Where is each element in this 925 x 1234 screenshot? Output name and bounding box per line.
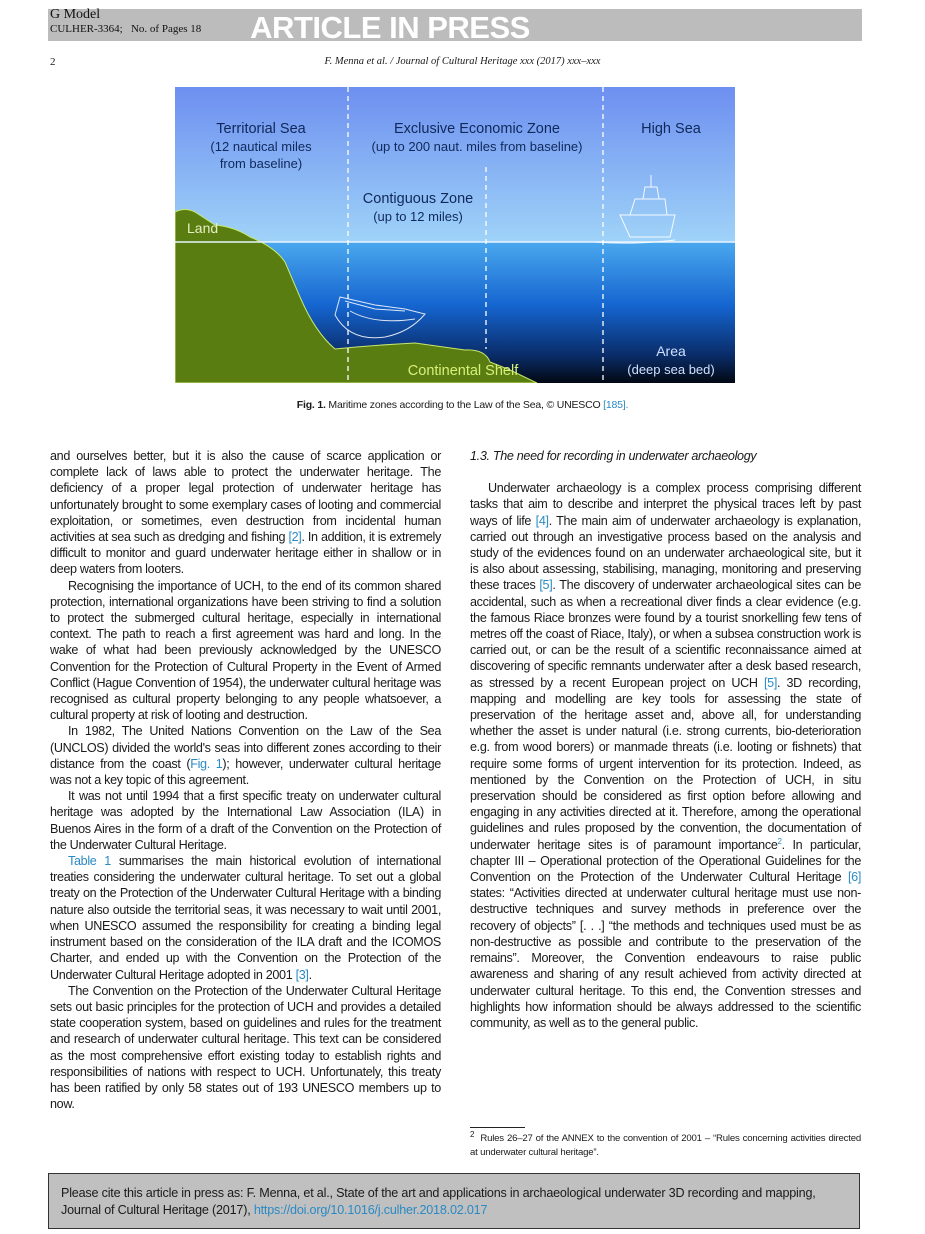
paragraph-text: . In particular, chapter III – Operational protection of the Operational Guidelines for the Convention on the Protection of the Underwater Cultural Heritage <box>470 837 861 885</box>
paragraph <box>50 983 441 1113</box>
reference-link[interactable]: [5] <box>764 675 778 690</box>
paragraph <box>50 448 441 578</box>
paragraph <box>50 578 441 724</box>
doi-link[interactable]: https://doi.org/10.1016/j.culher.2018.02.017 <box>253 1203 488 1217</box>
g-model-label: G Model <box>50 7 101 22</box>
running-title: F. Menna et al. / Journal of Cultural Heritage xxx (2017) xxx–xxx <box>324 56 601 67</box>
reference-link[interactable]: Table 1 <box>68 854 111 869</box>
paragraph <box>50 853 441 983</box>
paragraph <box>50 788 441 853</box>
article-id: CULHER-3364; No. of Pages 18 <box>50 23 202 35</box>
paragraph-text: and ourselves better, but it is also the cause of scarce application or complete lack of laws able to protect the underwater heritage. The deficiency of a proper legal protection of underwater heritage has unfortunately brought to some exemplary cases of looting and commercial exploitation, or sometimes, even destruction from incidental human activities at sea such as dredging and fishing <box>50 449 441 545</box>
label-continental-shelf: Continental Shelf <box>407 363 519 379</box>
reference-link[interactable]: [6] <box>847 870 861 885</box>
page-number: 2 <box>50 56 56 68</box>
caption-text: Maritime zones according to the Law of the Sea, © UNESCO <box>325 399 604 411</box>
paragraph-text: Underwater archaeology is a complex process comprising different tasks that aim to describe and interpret the physical traces left by past ways of life <box>470 481 861 528</box>
paragraph-text: In 1982, The United Nations Convention on the Law of the Sea (UNCLOS) divided the world's seas into different zones according to their distance from the coast ( <box>50 724 441 771</box>
label-high-sea: High Sea <box>641 121 701 137</box>
reference-link[interactable]: [185]. <box>603 399 629 411</box>
label-eez: Exclusive Economic Zone <box>393 121 561 137</box>
paragraph-text: The Convention on the Protection of the Underwater Cultural Heritage sets out basic principles for the protection of UCH and provides a detailed state cooperation system, based on guidelines and rules for the treatment and research of underwater cultural heritage. This text can be considered as the most comprehensive effort existing today to establish rights and responsibilities of nations with respect to UCH. Unfortunately, this treaty has been ratified by only 58 states out of 193 UNESCO members up to now. <box>50 983 441 1112</box>
footnote <box>470 1129 861 1160</box>
paragraph-text: states: “Activities directed at underwater cultural heritage must use non-destructive techniques and survey methods in preference over the recovery of objects” [. . .] “the methods and techniques used must be as non-destructive as possible and contribute to the preservation of the remains”. Moreover, the Convention endeavours to raise public awareness and sharing of any result achieved from activity directed at underwater cultural heritage. To this end, the Convention stresses and highlights how information should be always addressed to the scientific community, as well as to the general public. <box>470 886 861 1030</box>
reference-link[interactable]: [4] <box>535 513 549 528</box>
right-column <box>470 448 861 1031</box>
paragraph-text: It was not until 1994 that a first specific treaty on underwater cultural heritage was adopted by the International Law Association (ILA) in Buenos Aires in the form of a draft of the Convention on the Protection of the Underwater Cultural Heritage. <box>50 789 441 852</box>
header-meta <box>50 8 201 36</box>
label-territorial-sea: Territorial Sea <box>216 121 306 137</box>
maritime-zones-illustration <box>175 87 735 383</box>
label-eez-detail: (up to 200 naut. miles from baseline) <box>371 139 583 154</box>
reference-link[interactable]: [5] <box>539 578 553 593</box>
paragraph-text: Recognising the importance of UCH, to the end of its common shared protection, international organizations have been striving to find a solution to protect the submerged cultural heritage, especially in international context. The path to reach a first agreement was hard and long. In the wake of what had been previously acknowledged by the UNESCO Convention for the Protection of Cultural Property in the Event of Armed Conflict (Hague Convention of 1954), the underwater cultural heritage was recognised as cultural property belonging to any people whatsoever, a cultural property at risk of looting and destruction. <box>50 578 441 723</box>
citation-box <box>48 1173 860 1229</box>
label-territorial-sea-detail: from baseline) <box>219 156 303 171</box>
figure-caption <box>0 399 925 411</box>
footnote-number: 2 <box>470 1129 475 1139</box>
paragraph-text: . In addition, it is extremely difficult to monitor and guard underwater heritage either in shallow or in deep waters from looters. <box>50 530 441 577</box>
label-area-detail: (deep sea bed) <box>627 362 715 377</box>
paragraph <box>50 723 441 788</box>
reference-link[interactable]: [2] <box>288 530 302 545</box>
footnote-marker: 2 <box>777 836 782 846</box>
figure-maritime-zones <box>175 87 735 383</box>
paragraph <box>470 480 861 1031</box>
paragraph-text: ); however, underwater cultural heritage was not a key topic of this agreement. <box>50 756 441 788</box>
paragraph-text: . The discovery of underwater archaeological sites can be accidental, such as when a recreational diver finds a clear evidence (e.g. the famous Riace bronzes were found by a tourist snorkelling few tens of metres off the coast of Riace, Italy), or when a subsea construction work is carried out, or can be the result of a scientific reconnaissance aimed at discovering of specific remnants underwater after a desk based research, as stressed by a recent European project on UCH <box>470 578 861 690</box>
label-land: Land <box>187 220 219 236</box>
paragraph-text: . <box>308 967 312 982</box>
reference-link[interactable]: [3] <box>295 967 309 982</box>
paragraph-text: summarises the main historical evolution of international treaties considering the underwater cultural heritage. To set out a global treaty on the Protection of the Underwater Cultural Heritage with a binding nature also outside the territorial seas, it was necessary to wait until 2001, when UNESCO assumed the responsibility for creating a binding legal instrument based on the consideration of the ILA draft and the ICOMOS Charter, and ended up with the Convention on the Protection of the Underwater Cultural Heritage adopted in 2001 <box>50 854 441 982</box>
label-territorial-sea-detail: (12 nautical miles <box>210 139 312 154</box>
section-heading: 1.3. The need for recording in underwater archaeology <box>470 449 757 463</box>
left-column <box>50 448 441 1112</box>
label-area: Area <box>656 343 686 359</box>
label-contiguous-zone-detail: (up to 12 miles) <box>373 209 463 224</box>
label-contiguous-zone: Contiguous Zone <box>362 191 474 207</box>
citation-text: Please cite this article in press as: F. Menna, et al., State of the art and applications in archaeological underwater 3D recording and mapping, Journal of Cultural Heritage (2017), <box>61 1186 816 1217</box>
caption-label: Fig. 1. <box>296 399 326 411</box>
paragraph-text: . 3D recording, mapping and modelling are key tools for assessing the state of preservation of the heritage asset and, above all, for understanding whether the asset is under natural (i.e. strong currents, bio-deterioration e.g. from wood borers) or manmade threats (i.e. looting or fishnets) that require some forms of urgent intervention for its protection. Indeed, as mentioned by the Convention on the Protection of UCH, in situ preservation should be considered as first option before allowing and engaging in any activities directed at it. Therefore, among the operational guidelines and rules proposed by the convention, the documentation of underwater heritage sites is of paramount importance <box>470 675 861 852</box>
banner-text: ARTICLE IN PRESS <box>250 10 530 45</box>
footnote-divider <box>470 1127 525 1128</box>
reference-link[interactable]: Fig. 1 <box>190 756 223 771</box>
paragraph-text: . The main aim of underwater archaeology is explanation, carried out through an investigative process based on the analysis and study of the evidences found on an underwater archaeological site, but it is also about assessing, stabilising, managing, monitoring and preserving these traces <box>470 513 861 593</box>
footnote-text: Rules 26–27 of the ANNEX to the convention of 2001 – “Rules concerning activities directed at underwater cultural heritage”. <box>470 1133 861 1158</box>
